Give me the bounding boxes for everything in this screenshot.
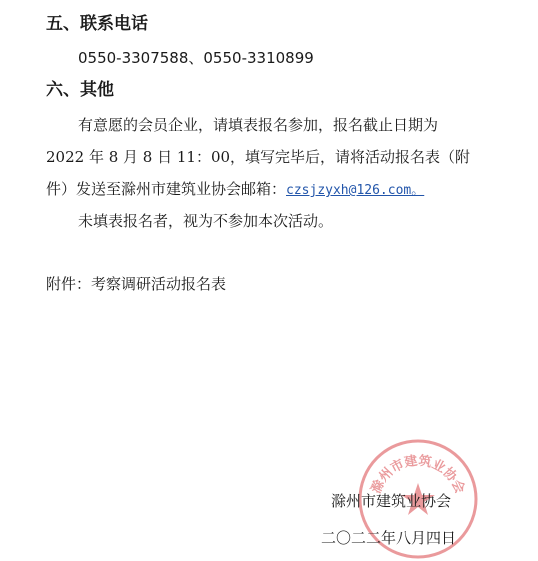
section-6-heading: 六、其他: [46, 80, 114, 100]
signature-date: 二〇二二年八月四日: [321, 529, 457, 547]
paragraph-2: 未填表报名者，视为不参加本次活动。: [78, 212, 334, 230]
section-5-heading: 五、联系电话: [46, 14, 148, 34]
paragraph-1-line-3-text: 件）发送至滁州市建筑业协会邮箱：: [46, 180, 287, 198]
contact-phone-numbers: 0550-3307588、0550-3310899: [78, 49, 314, 67]
paragraph-1-line-2: 2022 年 8 月 8 日 11：00，填写完毕后，请将活动报名表（附: [46, 148, 471, 166]
attachment-note: 附件：考察调研活动报名表: [46, 275, 227, 293]
paragraph-1-line-3: [46, 179, 424, 201]
seal-arc-text: 滁州市建筑业协会: [368, 453, 468, 496]
contact-email-link[interactable]: czsjzyxh@126.com。: [286, 183, 425, 198]
paragraph-1-line-1: 有意愿的会员企业，请填表报名参加，报名截止日期为: [78, 116, 439, 134]
signature-organization: 滁州市建筑业协会: [331, 492, 452, 510]
